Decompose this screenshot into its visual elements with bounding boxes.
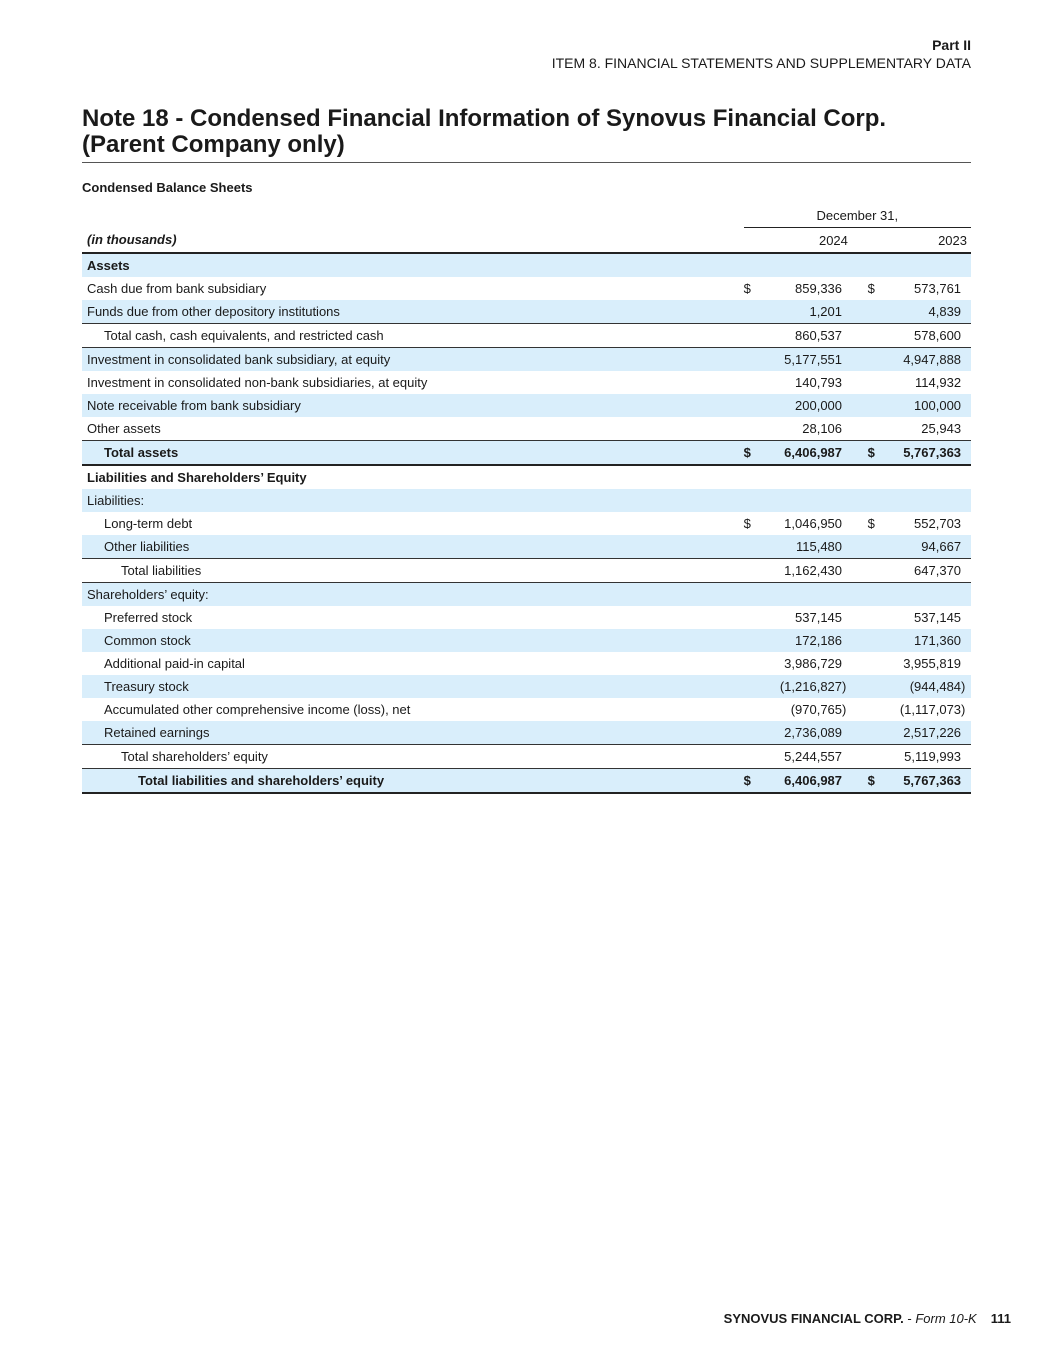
year-2024-header: 2024 [744,228,852,254]
paren-2024: ) [842,702,847,717]
table-header-columns [82,228,971,254]
row-label: Investment in consolidated non-bank subsidiaries, at equity [87,375,428,390]
row-label: Assets [82,253,744,277]
table-row [82,465,971,489]
table-row [82,300,971,324]
page-number: 111 [990,1311,1011,1326]
row-label: Treasury stock [82,675,744,698]
value-2023: 5,767,363 [881,441,961,466]
table-row-total [82,769,971,794]
value-2024: 140,793 [795,375,843,390]
value-2023: 100,000 [881,394,961,417]
row-label: Preferred stock [104,610,193,625]
table-row [82,253,971,277]
table-row-total [82,441,971,466]
value-2023: 5,767,363 [881,769,961,794]
value-2024: 5,177,551 [757,348,842,372]
page-footer [724,1311,1011,1326]
table-row [82,745,971,769]
table-row [82,559,971,583]
year-2023-header: 2023 [868,228,971,254]
table-row [82,675,971,698]
table-row [82,652,971,675]
row-label: Note receivable from bank subsidiary [82,394,744,417]
value-2023: 25,943 [921,421,962,436]
value-2024: (970,765 [790,702,843,717]
footer-separator: - [903,1311,916,1326]
value-2023: 3,955,819 [903,656,962,671]
value-2024: 537,145 [795,610,843,625]
table-row [82,583,971,607]
period-header: December 31, [744,203,971,228]
value-2023: 578,600 [881,324,961,348]
table-row [82,489,971,512]
page-header [552,36,971,72]
value-2024: 3,986,729 [784,656,843,671]
row-label: Liabilities: [82,489,744,512]
value-2023: 2,517,226 [881,721,961,745]
value-2024: 1,201 [757,300,842,324]
row-label: Other assets [87,421,161,436]
value-2023: (1,117,073 [899,702,962,717]
row-label: Liabilities and Shareholders’ Equity [87,470,307,485]
row-label: Investment in consolidated bank subsidiary, at equity [82,348,744,372]
value-2023: 94,667 [881,535,961,559]
currency-2023: $ [868,769,882,794]
value-2023: 573,761 [914,281,962,296]
currency-2024: $ [743,516,751,531]
value-2023: 5,119,993 [881,745,961,769]
value-2024: 2,736,089 [757,721,842,745]
balance-sheet-table [82,203,971,794]
value-2023: 647,370 [881,559,961,583]
table-row [82,629,971,652]
value-2024: 5,244,557 [757,745,842,769]
table-row [82,698,971,721]
section-title: Condensed Balance Sheets [82,180,253,195]
currency-2023: $ [867,281,875,296]
footer-company: SYNOVUS FINANCIAL CORP. [723,1311,904,1326]
part-label: Part II [932,37,971,53]
table-row [82,417,971,441]
value-2024: 859,336 [795,281,843,296]
row-label: Common stock [82,629,744,652]
row-label: Long-term debt [104,516,193,531]
currency-2024: $ [744,769,758,794]
value-2024: 860,537 [757,324,842,348]
table-header-period [82,203,971,228]
value-2023: 114,932 [915,375,962,390]
row-label: Total assets [82,441,744,466]
value-2024: 115,480 [757,535,842,559]
currency-2024: $ [743,281,751,296]
row-label: Total cash, cash equivalents, and restricted cash [82,324,744,348]
table-row [82,371,971,394]
value-2024: 200,000 [757,394,842,417]
row-label: Additional paid-in capital [104,656,245,671]
paren-2023: ) [961,675,971,698]
table-row [82,512,971,535]
value-2023: 4,839 [881,300,961,324]
table-row [82,535,971,559]
value-2023: 4,947,888 [881,348,961,372]
value-2023: (944,484 [881,675,961,698]
table-row [82,606,971,629]
row-label: Funds due from other depository institutions [82,300,744,324]
row-label: Other liabilities [82,535,744,559]
value-2023: 552,703 [914,516,962,531]
value-2024: (1,216,827 [757,675,842,698]
value-2023: 171,360 [881,629,961,652]
value-2024: 6,406,987 [757,441,842,466]
value-2024: 6,406,987 [757,769,842,794]
currency-2023: $ [868,441,882,466]
paren-2023: ) [961,702,966,717]
row-label: Retained earnings [82,721,744,745]
row-label: Shareholders’ equity: [82,583,744,607]
note-title: Note 18 - Condensed Financial Information of Synovus Financial Corp. (Parent Company only) [82,106,971,163]
paren-2024: ) [842,675,852,698]
footer-form: Form 10-K [915,1311,977,1326]
row-label: Total liabilities and shareholders’ equity [82,769,744,794]
currency-2024: $ [744,441,758,466]
value-2024: 172,186 [757,629,842,652]
row-label: Cash due from bank subsidiary [87,281,267,296]
currency-2023: $ [867,516,875,531]
item-label: ITEM 8. FINANCIAL STATEMENTS AND SUPPLEMENTARY DATA [551,55,971,71]
value-2023: 537,145 [914,610,962,625]
value-2024: 28,106 [802,421,843,436]
row-label: Total shareholders’ equity [82,745,744,769]
value-2024: 1,046,950 [784,516,843,531]
table-row [82,277,971,300]
row-label: Total liabilities [82,559,744,583]
table-row [82,394,971,417]
table-row [82,721,971,745]
row-label: Accumulated other comprehensive income (loss), net [104,702,411,717]
table-row [82,348,971,372]
value-2024: 1,162,430 [757,559,842,583]
units-label: (in thousands) [82,228,744,254]
table-row [82,324,971,348]
